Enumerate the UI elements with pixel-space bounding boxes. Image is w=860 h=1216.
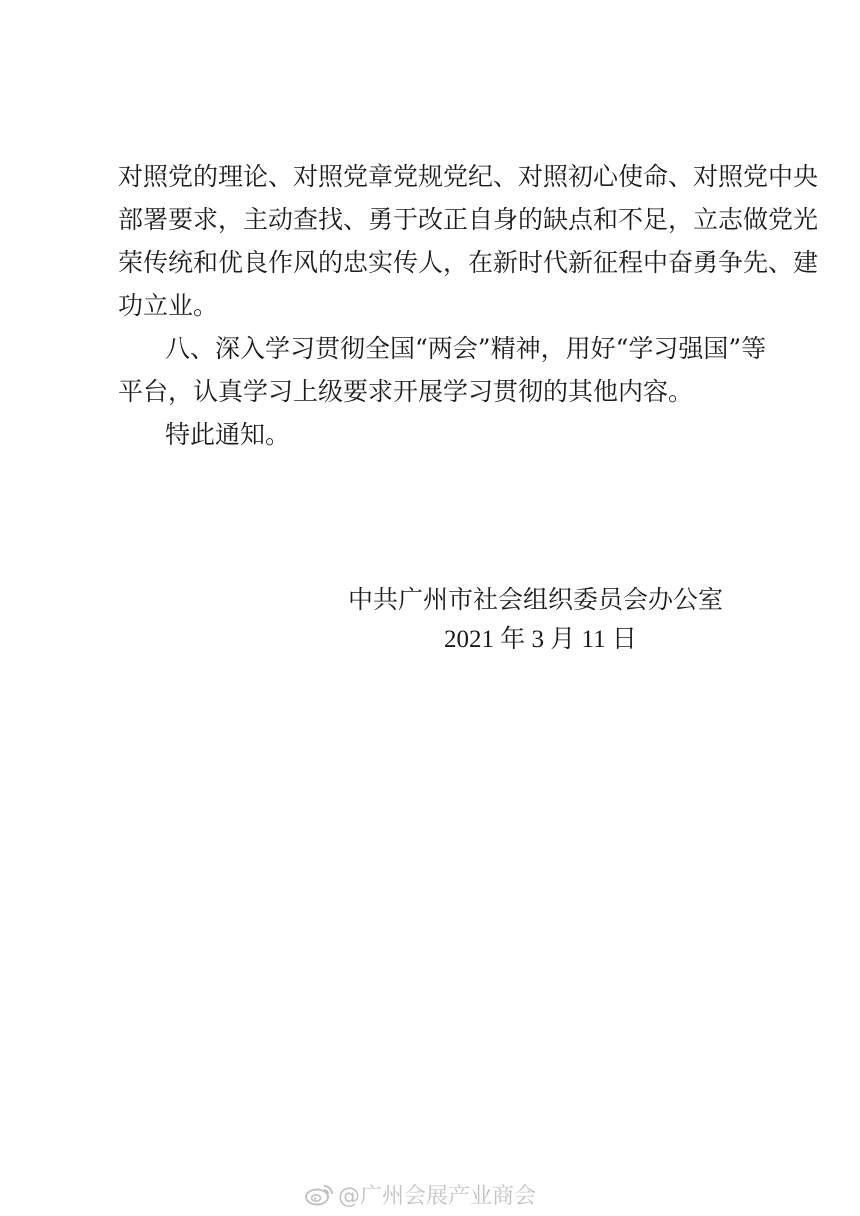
body-line-2: 部署要求，主动查找、勇于改正自身的缺点和不足，立志做党光 [118, 205, 819, 234]
weibo-icon [304, 1182, 334, 1206]
signature-date: 2021 年 3 月 11 日 [444, 626, 637, 653]
body-line-4: 功立业。 [118, 291, 219, 320]
watermark [304, 1180, 536, 1208]
body-line-5: 八、深入学习贯彻全国“两会”精神，用好“学习强国”等 [165, 334, 767, 363]
body-line-3: 荣传统和优良作风的忠实传人，在新时代新征程中奋勇争先、建 [118, 248, 819, 277]
watermark-text: @广州会展产业商会 [338, 1183, 537, 1209]
body-line-1: 对照党的理论、对照党章党规党纪、对照初心使命、对照党中央 [118, 162, 819, 191]
body-line-6: 平台，认真学习上级要求开展学习贯彻的其他内容。 [118, 377, 694, 406]
closing-line: 特此通知。 [165, 420, 291, 449]
signature-organization: 中共广州市社会组织委员会办公室 [348, 585, 724, 614]
